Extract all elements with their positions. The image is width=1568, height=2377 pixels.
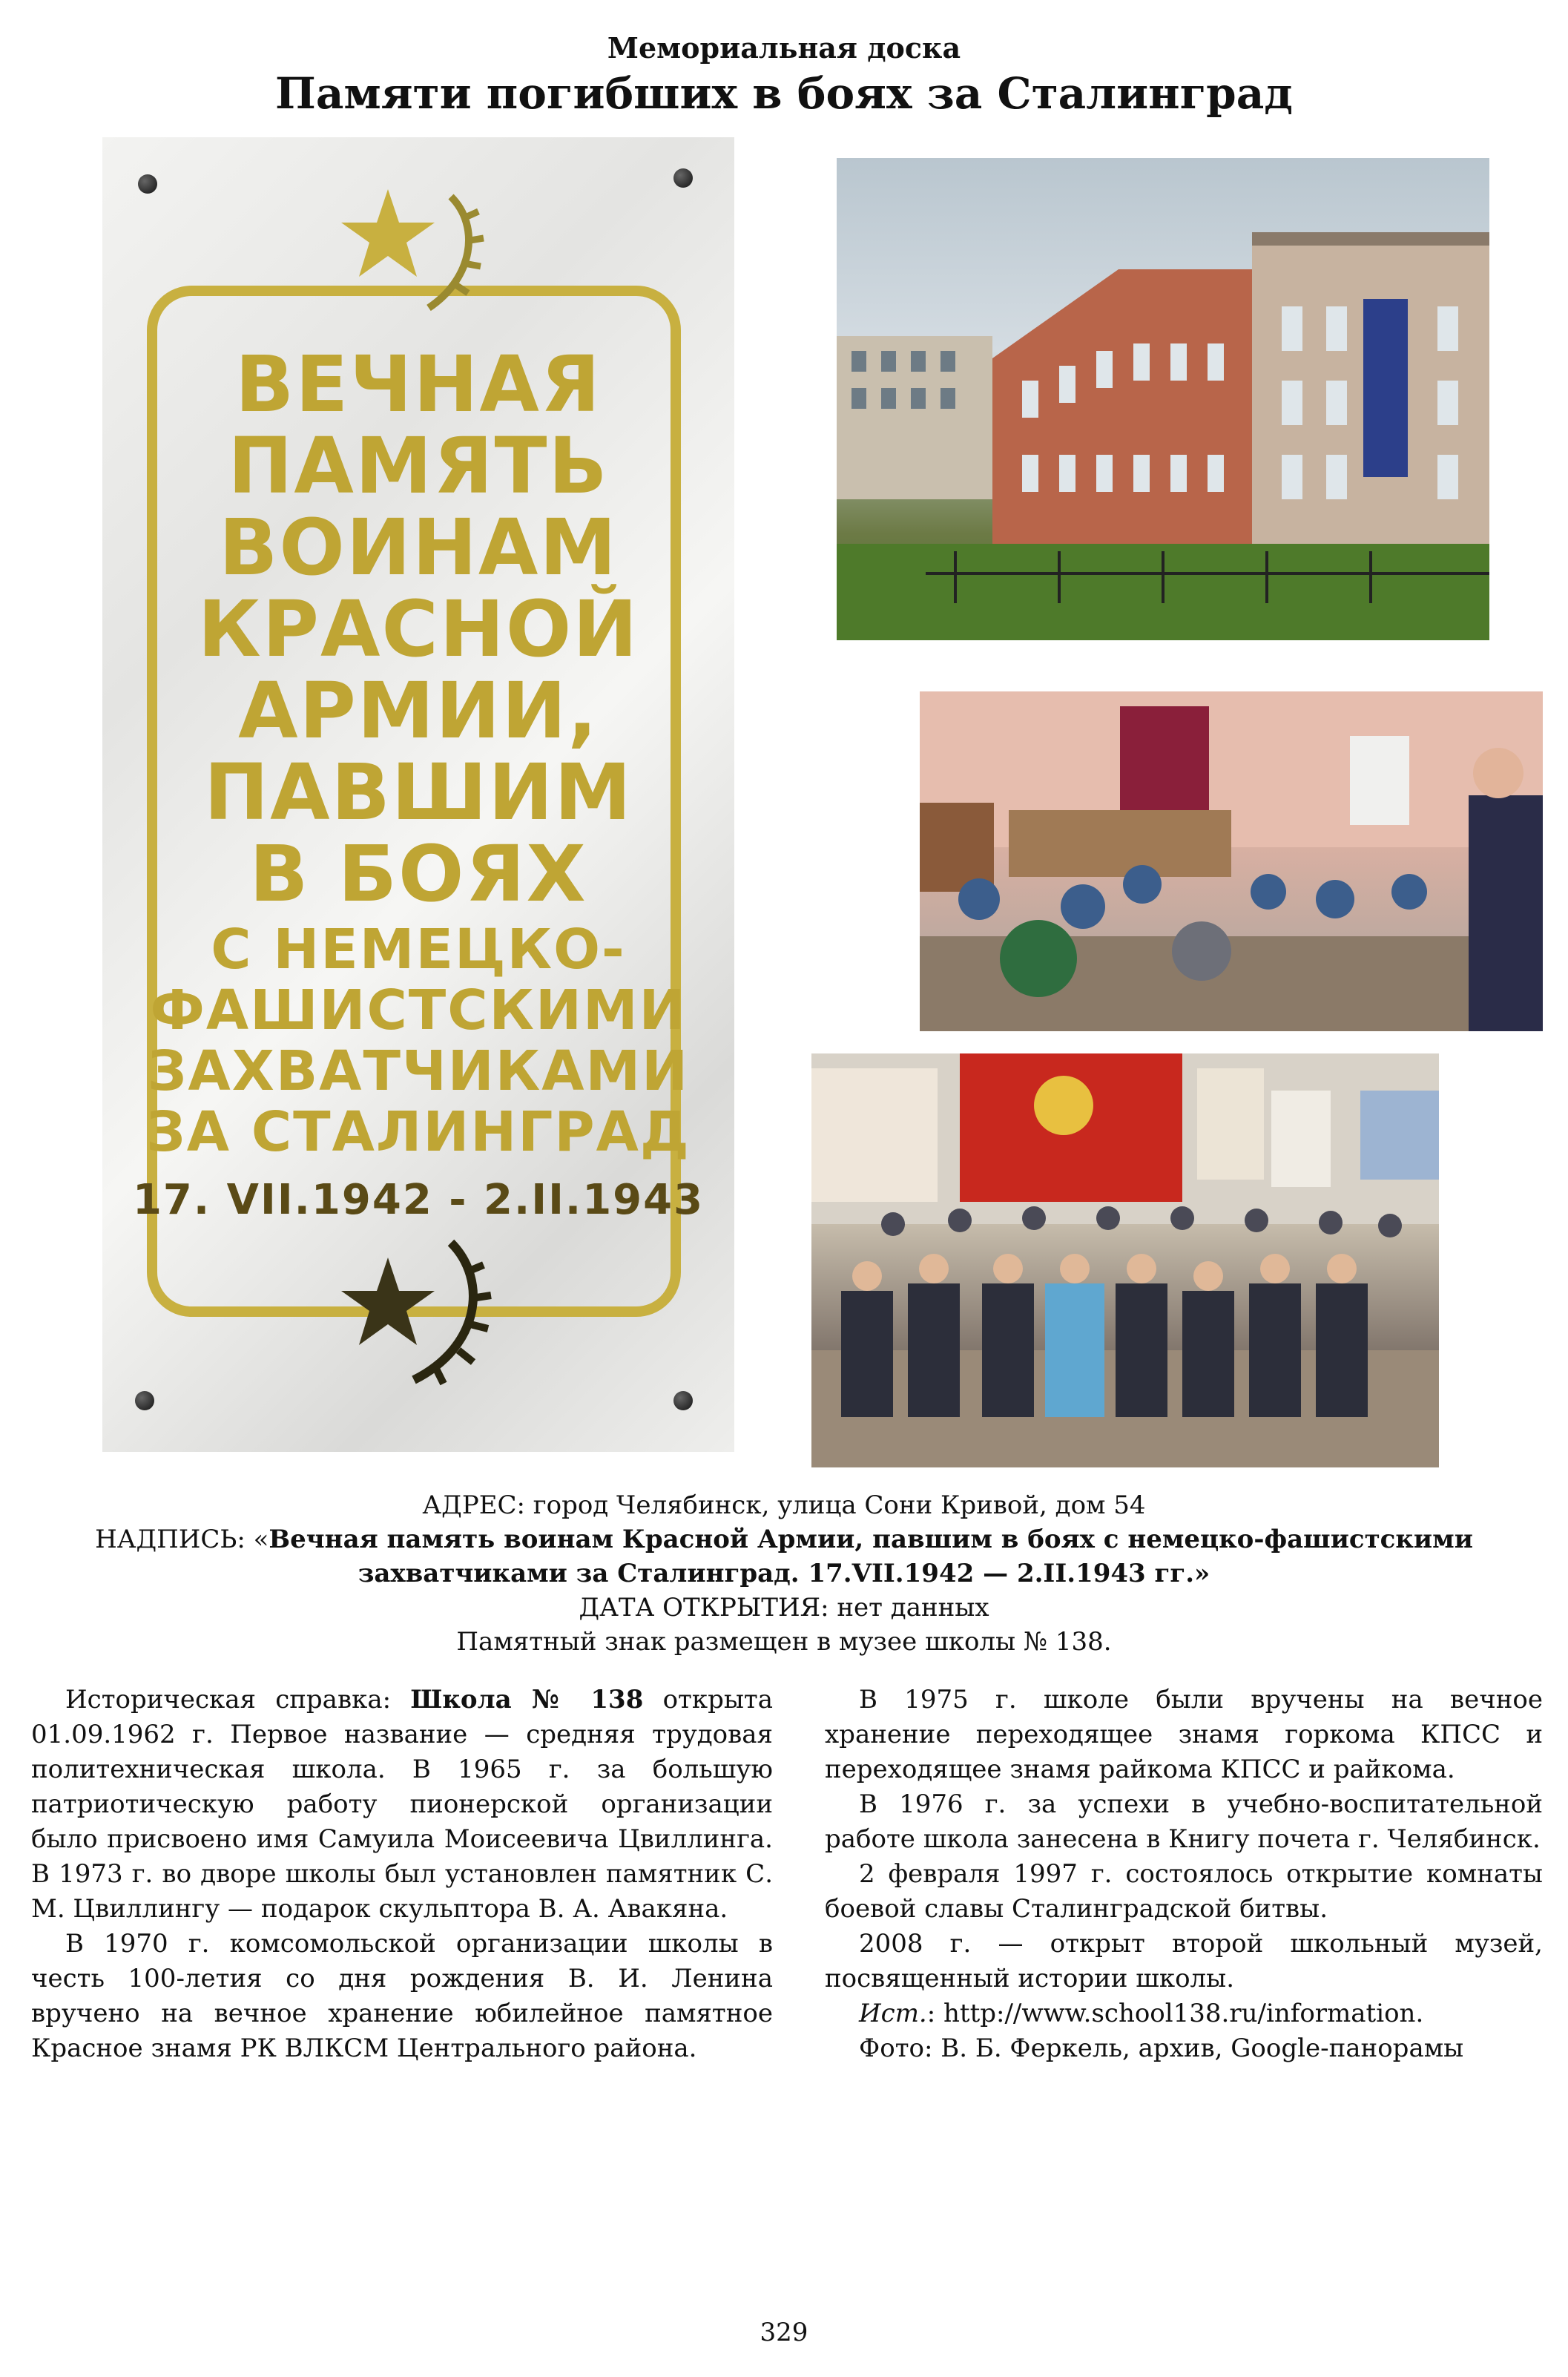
opening-date: ДАТА ОТКРЫТИЯ: нет данных	[579, 1593, 989, 1623]
school-building-photo	[837, 158, 1489, 640]
paragraph	[31, 1683, 773, 1927]
screw-icon	[138, 174, 157, 194]
paragraph: В 1975 г. школе были вручены на вечное хранение переходящее знамя горкома КПСС и переходящее знамя райкома КПСС и райкома.	[825, 1685, 1543, 1784]
plaque-line-10: ЗАХВАТЧИКАМИ	[147, 1039, 690, 1103]
page-number: 329	[760, 2318, 808, 2347]
star-wreath-icon	[340, 1228, 510, 1391]
plaque-line-7: В БОЯХ	[249, 829, 587, 919]
screw-icon	[673, 1391, 693, 1410]
photo-credit: Фото: В. Б. Феркель, архив, Google-панорамы	[859, 2034, 1464, 2063]
school-name: Школа № 138	[410, 1685, 644, 1714]
classroom-photo	[920, 691, 1543, 1031]
paragraph: В 1970 г. комсомольской организации школы в честь 100-летия со дня рождения В. И. Ленина вручено на вечное хранение юбилейное памятное Красное знамя РК ВЛКСМ Центрального района.	[31, 1929, 773, 2063]
plaque-line-11: ЗА СТАЛИНГРАД	[146, 1100, 691, 1164]
source-line	[825, 1996, 1543, 2031]
memorial-plaque-photo	[102, 137, 734, 1452]
plaque-line-6: ПАВШИМ	[204, 747, 633, 838]
inscription-label: НАДПИСЬ: «	[95, 1525, 269, 1554]
plaque-line-1: ВЕЧНАЯ	[235, 339, 602, 430]
star-wreath-icon	[340, 182, 510, 315]
screw-icon	[135, 1391, 154, 1410]
history-text: открыта 01.09.1962 г. Первое название — средняя трудовая политехническая школа. В 1965 г. за большую патриотическую работу пионерской организации было присвоено имя Самуила Моисеевича Цвиллинга. В 1973 г. во дворе школы был установлен памятник С. М. Цвиллингу — подарок скульптора В. А. Авакяна.	[31, 1685, 774, 1924]
page-kicker: Мемориальная доска	[607, 31, 961, 65]
paragraph: В 1976 г. за успехи в учебно-воспитательной работе школа занесена в Книгу почета г. Челябинск.	[825, 1789, 1543, 1854]
plaque-line-5: АРМИИ,	[238, 665, 599, 756]
page-title: Памяти погибших в боях за Сталинград	[275, 68, 1293, 119]
plaque-line-8: С НЕМЕЦКО-	[211, 918, 626, 982]
plaque-line-3: ВОИНАМ	[219, 502, 618, 593]
veterans-group-photo	[811, 1053, 1439, 1467]
source-url: : http://www.school138.ru/information.	[926, 1999, 1424, 2028]
plaque-line-4: КРАСНОЙ	[197, 584, 639, 674]
plaque-line-9: ФАШИСТСКИМИ	[150, 979, 687, 1042]
paragraph: 2 февраля 1997 г. состоялось открытие комнаты боевой славы Сталинградской битвы.	[825, 1859, 1543, 1924]
location-note: Памятный знак размещен в музее школы № 138.	[456, 1627, 1112, 1657]
plaque-dates: 17. VII.1942 - 2.II.1943	[132, 1176, 705, 1224]
inscription-text-cont: захватчиками за Сталинград. 17.VII.1942 — 2.II.1943 гг.»	[358, 1559, 1210, 1588]
inscription-text: Вечная память воинам Красной Армии, павшим в боях с немецко-фашистскими	[269, 1525, 1473, 1554]
plaque-line-2: ПАМЯТЬ	[228, 421, 609, 511]
inscription-line	[0, 1522, 1568, 1556]
text-column-left	[31, 1683, 773, 2066]
paragraph: 2008 г. — открыт второй школьный музей, посвященный истории школы.	[825, 1929, 1543, 1993]
source-label: Ист.	[859, 1999, 927, 2028]
text-column-right	[825, 1683, 1543, 2066]
screw-icon	[673, 168, 693, 188]
address-line: АДРЕС: город Челябинск, улица Сони Кривой, дом 54	[422, 1490, 1146, 1520]
history-lead: Историческая справка:	[65, 1685, 411, 1714]
